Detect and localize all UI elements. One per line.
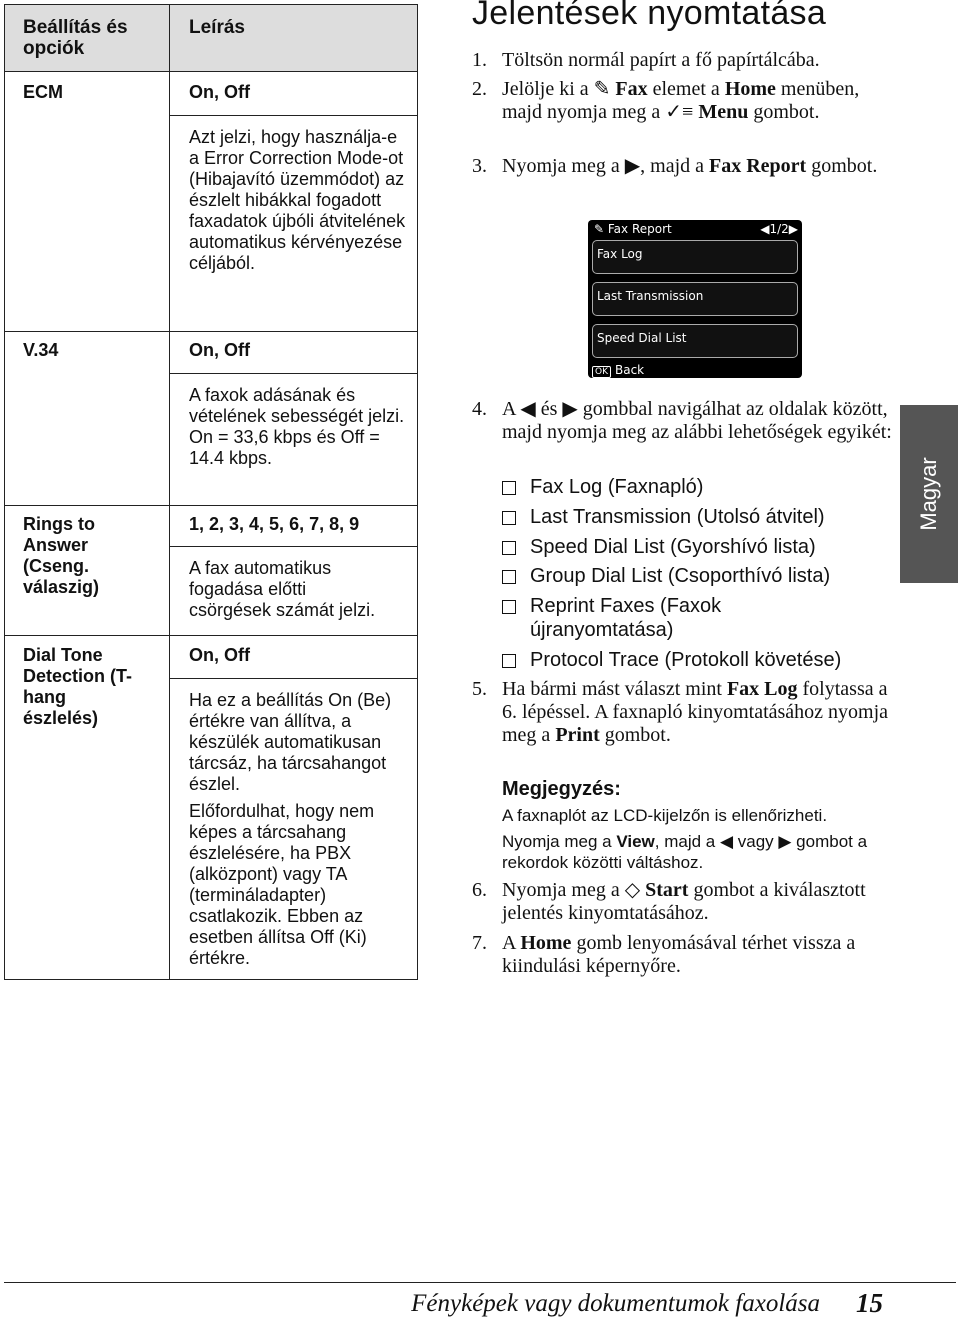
step-4: 4. A ◀ és ▶ gombbal navigálhat az oldalak között, majd nyomja meg az alábbi lehetőségek egyikét: — [472, 398, 892, 443]
note-line-1: A faxnaplót az LCD-kijelzőn is ellenőrizheti. — [502, 806, 828, 825]
row-dialtone-name: Dial Tone Detection (T-hang észlelés) — [23, 645, 133, 728]
language-tab: Magyar — [900, 405, 958, 583]
ok-key-icon: OK — [592, 366, 611, 378]
row-dialtone-desc: Ha ez a beállítás On (Be) értékre van állítva, a készülék automatikusan tárcsáz, ha tárcsahangot észlel. Előfordulhat, hogy nem képes a tárcsahang észlelésére, ha PBX (alközpont) vagy TA (termináladapter) csatlakozik. Ebben az esetben állítsa Off (Ki) értékre. — [189, 690, 392, 968]
row-ecm-options: On, Off — [189, 82, 250, 102]
lcd-page-indicator: ◀1/2▶ — [760, 222, 798, 236]
checkbox-icon — [502, 570, 516, 584]
step-3: 3. Nyomja meg a ▶, majd a Fax Report gombot. — [472, 155, 878, 177]
lcd-item-last-transmission[interactable]: Last Transmission — [592, 282, 798, 316]
settings-table — [4, 4, 418, 980]
checkbox-icon — [502, 511, 516, 525]
table-header — [5, 5, 417, 72]
row-rings-name: Rings to Answer (Cseng. válaszig) — [23, 514, 100, 597]
checkbox-icon — [502, 541, 516, 555]
fax-icon: ✎ — [593, 78, 616, 100]
step-5: 5. Ha bármi mást választ mint Fax Log folytassa a 6. lépéssel. A faxnapló kinyomtatásához nyomja meg a Print gombot. — [472, 678, 889, 746]
row-dialtone-options: On, Off — [189, 645, 250, 665]
row-rings-options: 1, 2, 3, 4, 5, 6, 7, 8, 9 — [189, 514, 360, 534]
lcd-screen — [588, 220, 802, 378]
step-7: 7. A Home gomb lenyomásával térhet vissza a kiindulási képernyőre. — [472, 932, 856, 977]
start-icon: ◇ — [624, 879, 646, 901]
row-v34-options: On, Off — [189, 340, 250, 360]
fax-icon: ✎ — [594, 222, 608, 236]
note-line-2: Nyomja meg a View, majd a ◀ vagy ▶ gombot a rekordok közötti váltáshoz. — [502, 832, 868, 872]
lcd-back[interactable]: OK Back — [592, 363, 644, 378]
lcd-item-fax-log[interactable]: Fax Log — [592, 240, 798, 274]
checkbox-icon — [502, 600, 516, 614]
section-title: Jelentések nyomtatása — [472, 0, 827, 32]
lcd-item-speed-dial-list[interactable]: Speed Dial List — [592, 324, 798, 358]
step-6: 6. Nyomja meg a ◇ Start gombot a kiválasztott jelentés kinyomtatásához. — [472, 879, 866, 924]
checkbox-icon — [502, 481, 516, 495]
lcd-title: Fax Report — [607, 222, 672, 236]
header-description: Leírás — [189, 17, 245, 38]
note-heading: Megjegyzés: — [502, 778, 621, 800]
step-2: 2. Jelölje ki a ✎ Fax elemet a Home menüben, majd nyomja meg a ✓≡ Menu gombot. — [472, 78, 860, 123]
checkbox-icon — [502, 654, 516, 668]
row-rings-desc: A fax automatikus fogadása előtti csörgések számát jelzi. — [189, 558, 376, 620]
row-ecm-desc: Azt jelzi, hogy használja-e a Error Correction Mode-ot (Hibajavító üzemmódot) az észlelt hibákkal fogadott faxadatok újbóli átvitelének automatikus kérvényezése céljából. — [189, 127, 406, 273]
footer-title: Fényképek vagy dokumentumok faxolása — [411, 1290, 820, 1317]
page-number: 15 — [856, 1288, 883, 1318]
row-v34-name: V.34 — [23, 340, 59, 360]
right-arrow-icon: ▶ — [624, 155, 641, 177]
menu-icon: ✓≡ — [665, 101, 699, 123]
row-v34-desc: A faxok adásának és vételének sebességét jelzi. On = 33,6 kbps és Off = 14.4 kbps. — [189, 385, 405, 468]
footer-rule — [4, 1282, 956, 1283]
row-ecm-name: ECM — [23, 82, 63, 102]
header-settings: Beállítás és opciók — [23, 17, 128, 59]
